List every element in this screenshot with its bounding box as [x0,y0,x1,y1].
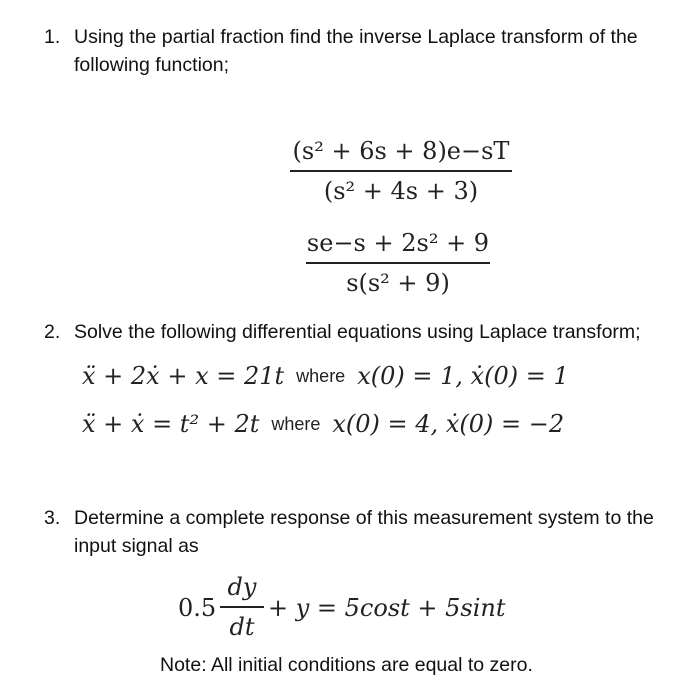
q2-eq1-conditions: x(0) = 1, ẋ(0) = 1 [357,362,569,390]
q3-note: Note: All initial conditions are equal to zero. [160,654,533,676]
q1-text-line2: following function; [74,54,230,76]
q3-derivative-numerator: dy [227,573,257,601]
q2-equation-2 [82,410,564,438]
q3-text-line2: input signal as [74,535,199,557]
fraction-bar [290,170,512,172]
q1-fraction-2-numerator: se−s + 2s² + 9 [306,229,490,257]
q1-fraction-1 [290,134,512,208]
q3-derivative-fraction [220,570,264,644]
fraction-bar [306,262,490,264]
q3-derivative-denominator: dt [229,613,255,641]
q3-equation-coef: 0.5 [178,594,217,622]
q2-where-2: where [271,414,321,434]
q2-eq2-lhs: ẍ + ẋ = t² + 2t [82,410,260,438]
q2-equation-1 [82,362,569,390]
q3-equation-rest: + y = 5cost + 5sint [268,594,506,622]
q2-eq1-lhs: ẍ + 2ẋ + x = 21t [82,362,285,390]
fraction-bar [220,606,264,608]
q2-text: Solve the following differential equations using Laplace transform; [74,321,641,343]
q2-number: 2. [44,321,61,343]
q1-number: 1. [44,26,61,48]
q1-fraction-2-denominator: s(s² + 9) [346,269,450,297]
q1-fraction-1-denominator: (s² + 4s + 3) [323,177,479,205]
q1-fraction-1-numerator: (s² + 6s + 8)e−sT [292,137,510,165]
q3-number: 3. [44,507,61,529]
q2-eq2-conditions: x(0) = 4, ẋ(0) = −2 [332,410,565,438]
q1-fraction-2 [306,226,490,300]
q1-text-line1: Using the partial fraction find the inverse Laplace transform of the [74,26,638,48]
q2-where-1: where [296,366,346,386]
q3-text-line1: Determine a complete response of this measurement system to the [74,507,654,529]
